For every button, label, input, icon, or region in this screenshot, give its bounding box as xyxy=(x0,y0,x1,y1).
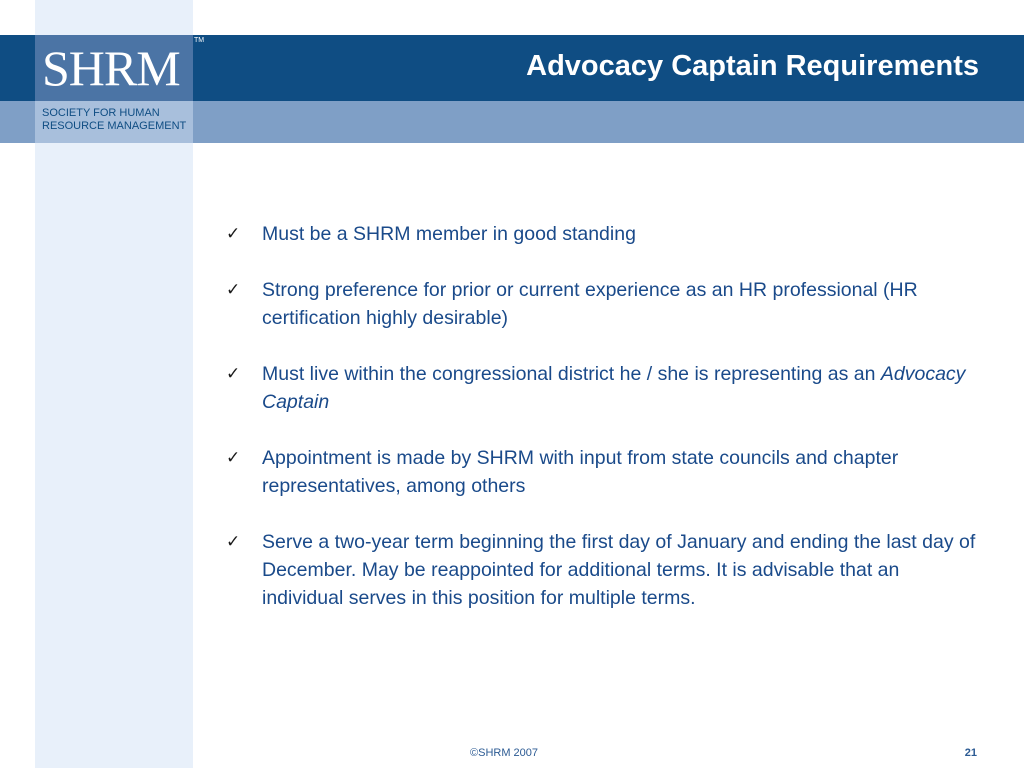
list-item xyxy=(226,360,986,416)
list-item xyxy=(226,444,986,500)
shrm-logo xyxy=(35,35,205,143)
list-item xyxy=(226,220,986,248)
list-item-text: Serve a two-year term beginning the first day of January and ending the last day of December. May be reappointed for additional terms. It is advisable that an individual serves in this position for multiple terms. xyxy=(262,531,976,609)
list-item-text-plain: Must live within the congressional district he / she is representing as an xyxy=(262,363,881,385)
list-item-text: Must be a SHRM member in good standing xyxy=(262,223,636,245)
check-icon: ✓ xyxy=(226,532,241,552)
logo-subtitle-line2: RESOURCE MANAGEMENT xyxy=(42,120,187,132)
list-item-text: Strong preference for prior or current experience as an HR professional (HR certification highly desirable) xyxy=(262,279,918,329)
slide-title: Advocacy Captain Requirements xyxy=(526,50,979,82)
list-item-text: Appointment is made by SHRM with input from state councils and chapter representatives, among others xyxy=(262,447,899,497)
list-item xyxy=(226,528,986,612)
logo-subtitle-line1: SOCIETY FOR HUMAN xyxy=(42,107,160,119)
logo-trademark: TM xyxy=(194,37,205,44)
check-icon: ✓ xyxy=(226,364,241,384)
logo-wordmark: SHRM xyxy=(42,40,180,96)
logo-subtitle xyxy=(42,107,186,133)
check-icon: ✓ xyxy=(226,224,241,244)
list-item-text xyxy=(262,363,965,413)
check-icon: ✓ xyxy=(226,280,241,300)
page-number: 21 xyxy=(964,747,977,759)
check-icon: ✓ xyxy=(226,448,241,468)
list-item-text-emphasis: Advocacy Captain xyxy=(262,363,966,413)
list-item xyxy=(226,276,986,332)
requirements-list xyxy=(226,220,986,640)
footer-copyright: ©SHRM 2007 xyxy=(470,747,539,759)
